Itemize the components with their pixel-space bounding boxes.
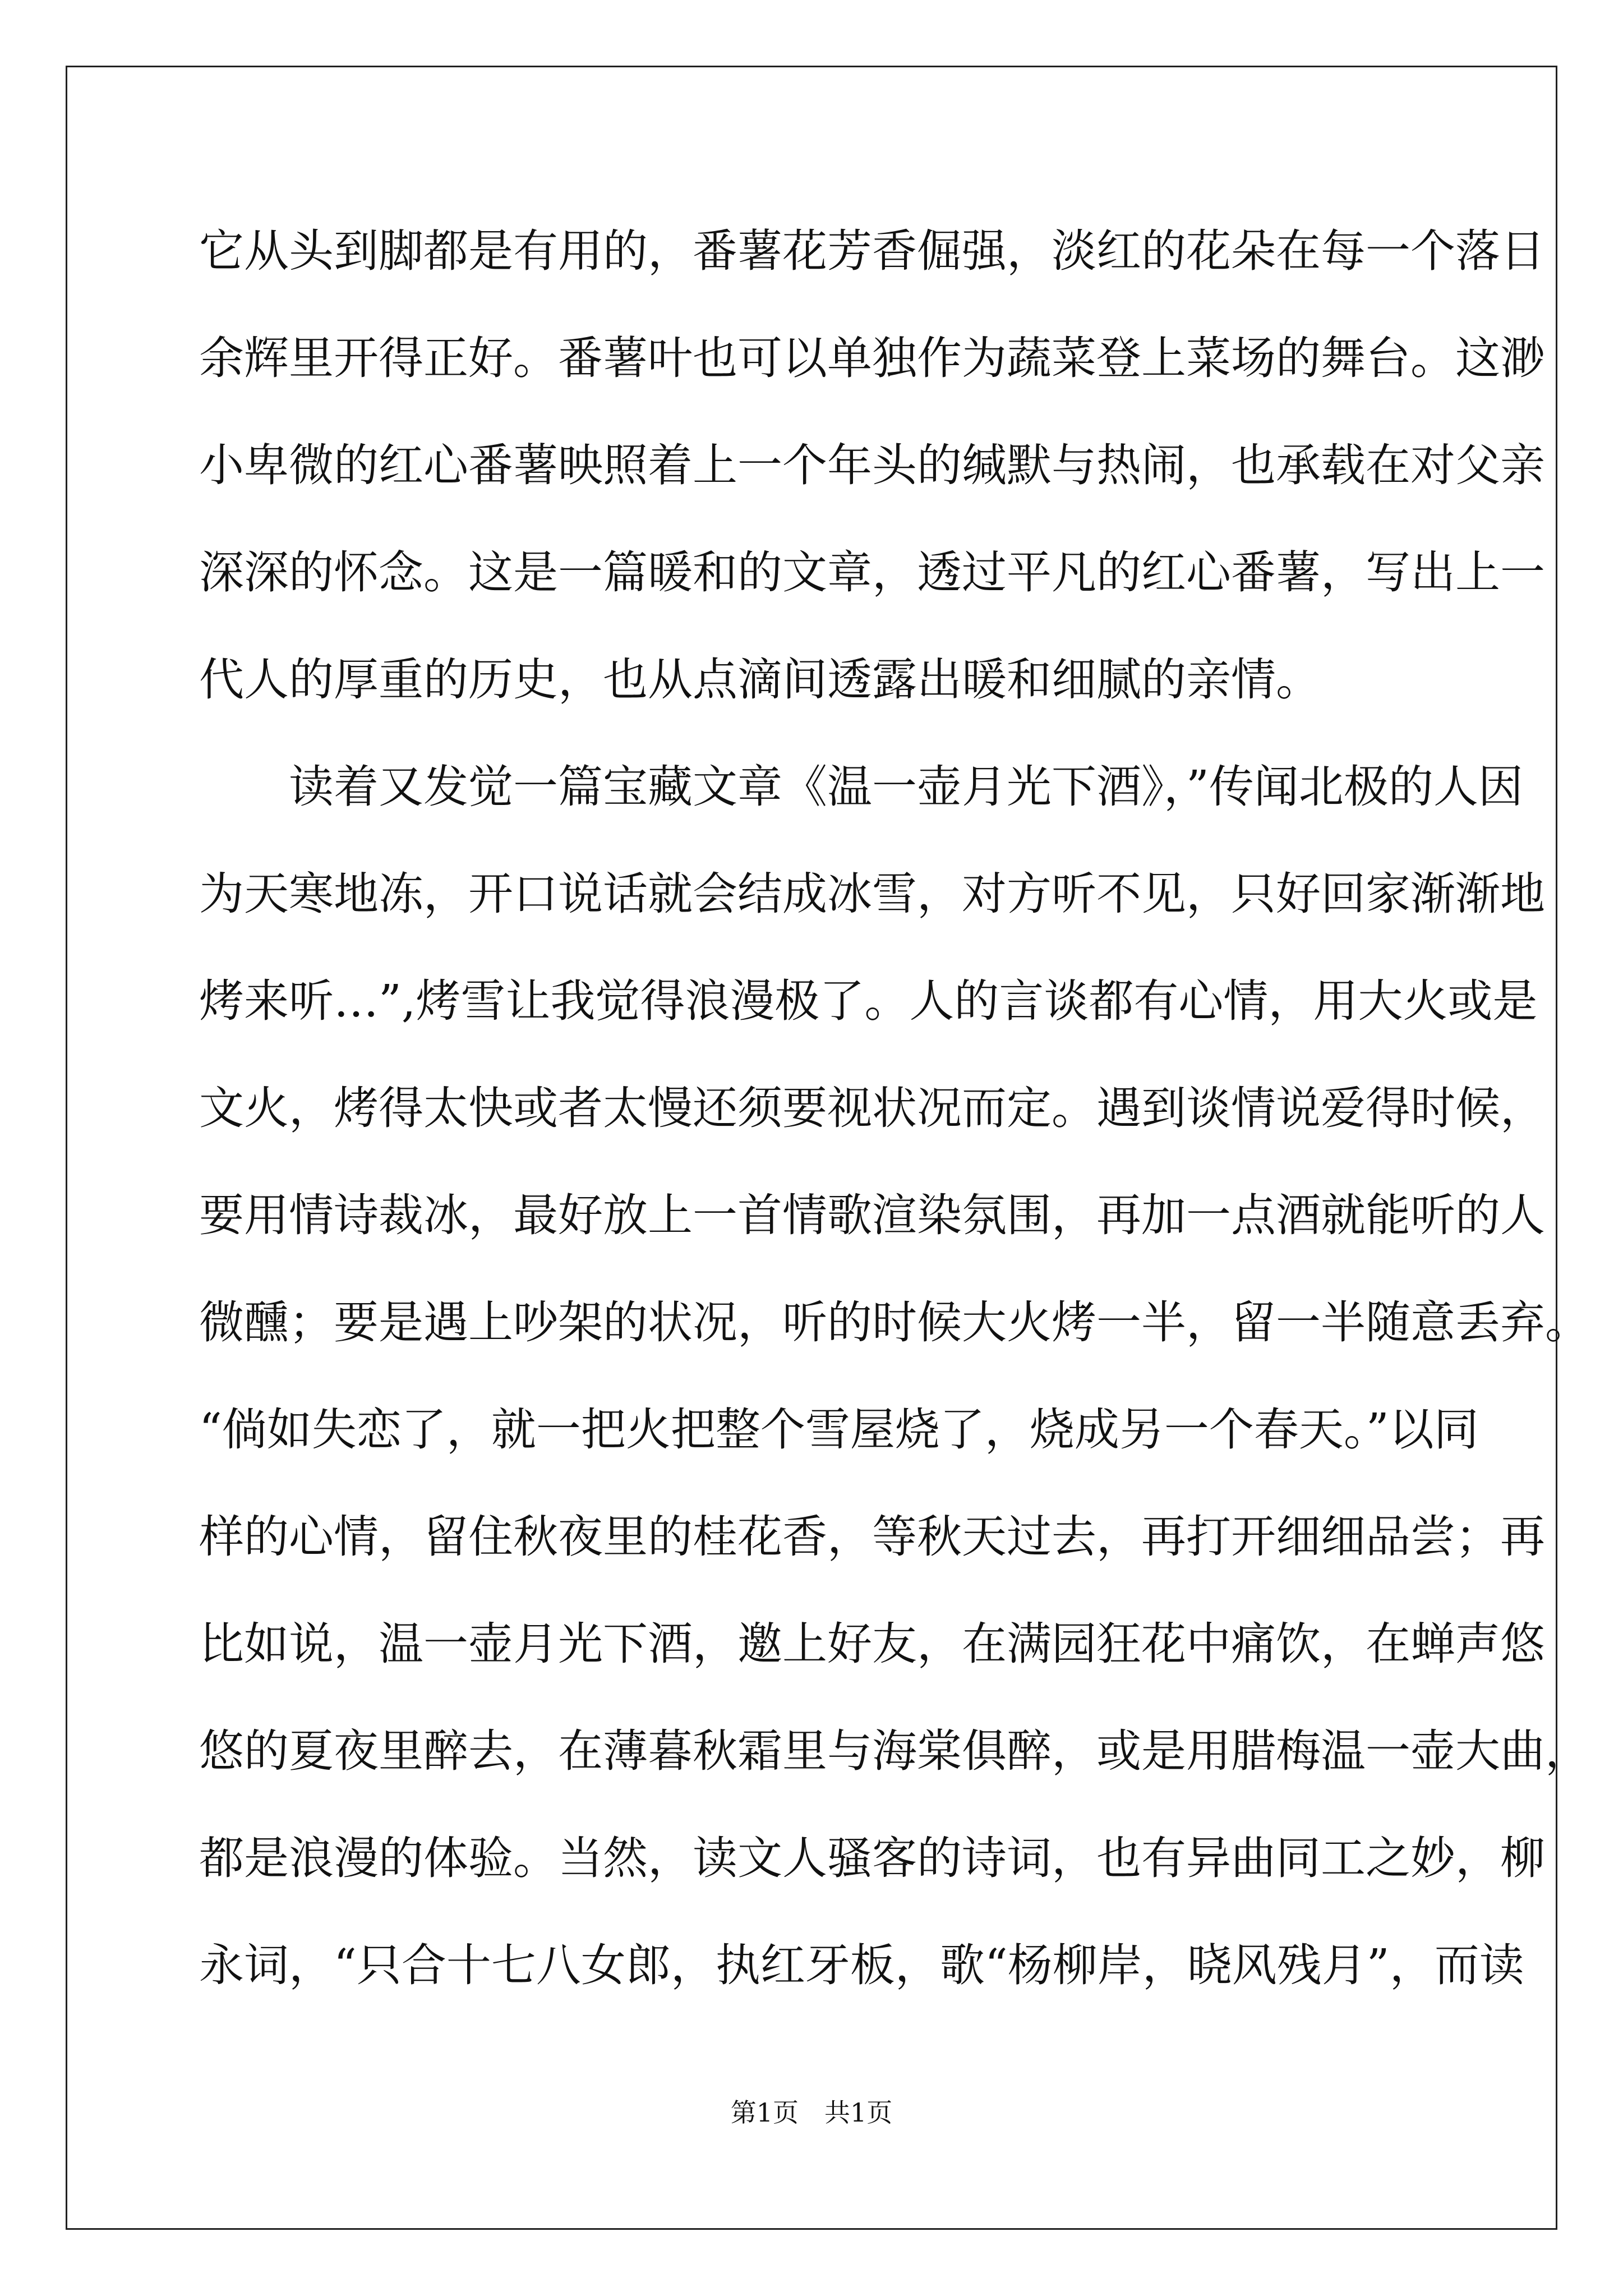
text-line-13: 样的心情，留住秋夜里的桂花香，等秋天过去，再打开细细品尝；再 — [199, 1511, 1545, 1563]
text-line-11: 微醺；要是遇上吵架的状况，听的时候大火烤一半，留一半随意丢弃。 — [199, 1296, 1590, 1349]
text-line-1: 它从头到脚都是有用的，番薯花芳香倔强，淡红的花朵在每一个落日 — [199, 225, 1545, 277]
page-number-footer: 第1页 共1页 — [730, 2097, 893, 2128]
text-line-2: 余辉里开得正好。番薯叶也可以单独作为蔬菜登上菜场的舞台。这渺 — [199, 332, 1545, 384]
text-line-6: 读着又发觉一篇宝藏文章《温一壶月光下酒》，”传闻北极的人因 — [289, 761, 1523, 813]
text-line-12: “倘如失恋了，就一把火把整个雪屋烧了，烧成另一个春天。”以同 — [199, 1404, 1479, 1456]
text-line-7: 为天寒地冻，开口说话就会结成冰雪，对方听不见，只好回家渐渐地 — [199, 868, 1545, 920]
text-line-3: 小卑微的红心番薯映照着上一个年头的缄默与热闹，也承载在对父亲 — [199, 439, 1545, 491]
text-line-10: 要用情诗裁冰，最好放上一首情歌渲染氛围，再加一点酒就能听的人 — [199, 1189, 1545, 1241]
text-line-8: 烤来听…”,烤雪让我觉得浪漫极了。人的言谈都有心情，用大火或是 — [199, 975, 1538, 1027]
text-line-5: 代人的厚重的历史，也从点滴间透露出暖和细腻的亲情。 — [199, 654, 1321, 706]
text-line-4: 深深的怀念。这是一篇暖和的文章，透过平凡的红心番薯，写出上一 — [199, 546, 1545, 599]
text-line-9: 文火，烤得太快或者太慢还须要视状况而定。遇到谈情说爱得时候， — [199, 1082, 1545, 1134]
text-line-17: 永词，“只合十七八女郎，执红牙板，歌“杨柳岸，晓风残月”，而读 — [199, 1939, 1524, 1991]
document-body — [199, 197, 1590, 2019]
text-line-14: 比如说，温一壶月光下酒，邀上好友，在满园狂花中痛饮，在蝉声悠 — [199, 1618, 1545, 1670]
text-line-15: 悠的夏夜里醉去，在薄暮秋霜里与海棠俱醉，或是用腊梅温一壶大曲， — [199, 1725, 1590, 1777]
text-line-16: 都是浪漫的体验。当然，读文人骚客的诗词，也有异曲同工之妙，柳 — [199, 1832, 1545, 1884]
